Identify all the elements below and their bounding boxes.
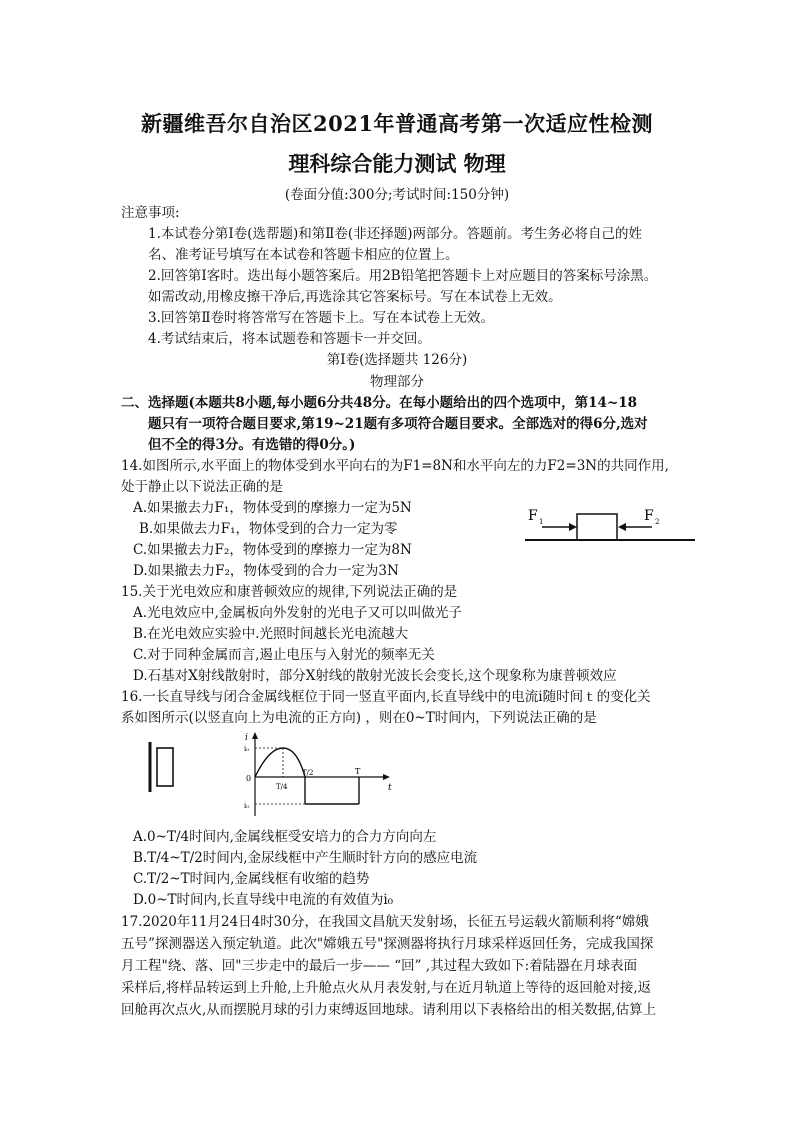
section-instructions: 题只有一项符合题目要求,第19~21题有多项符合题目要求。全部选对的得6分,选对 [148,416,648,432]
t-axis-arrow-icon [383,774,390,780]
note-line: 名、准考证号填写在本试卷和答题卡相应的位置上。 [148,247,459,263]
f2-label: F [644,508,654,524]
origin-label: 0 [246,774,252,783]
note-line: 1.本试卷分第Ⅰ卷(选帮题)和第Ⅱ卷(非还择题)两部分。答题前。考生务必将自己的姓 [148,226,642,242]
notes-heading: 注意事项: [121,205,180,221]
right-arrow-icon [569,523,577,531]
t-axis-label: t [388,783,392,793]
section-instructions: 二、选择题(本题共8小题,每小题6分共48分。在每小题给出的四个选项中，第14~18 [121,395,638,411]
note-line: 2.回答第Ⅰ客时。迭出每小题答案后。用2B铅笔把答题卡上对应题目的答案标号涂黑。 [148,268,658,284]
f1-subscript: 1 [539,518,544,526]
q16-option: D.0~T时间内,长直导线中电流的有效值为i₀ [133,892,394,908]
t-quarter-label: T/4 [276,783,288,791]
q17-text: 17.2020年11月24日4时30分，在我国文昌航天发射场，长征五号运载火箭顺利将“嫦娥 [121,914,649,930]
t-period-label: T [355,767,361,776]
exam-info: (卷面分值:300分;考试时间:150分钟) [284,187,510,203]
q15-option: D.石基对X射线散射时，部分X射线的散射光波长会变长,这个现象称为康普顿效应 [133,668,617,684]
i-axis-arrow-icon [252,732,258,739]
q16-option: B.T/4~T/2时间内,金尿线框中产生顺时针方向的感应电流 [133,850,478,866]
f1-label: F [528,508,538,524]
q15-option: B.在光电效应实验中.光照时间越长光电流越大 [133,626,409,642]
current-curve [255,748,305,777]
q15-option: C.对于同种金属而言,遏止电压与入射光的频率无关 [133,647,435,663]
q17-text: 五号”探测器送入预定轨道。此次"嫦娥五号"探测器将执行月球采样返回任务，完成我国探 [121,936,654,952]
q17-text: 月工程"绕、落、回"三步走中的最后一步—— “回” ,其过程大致如下:着陆器在月球表面 [121,958,638,974]
q17-text: 回舱再次点火,从而摆脱月球的引力束缚返回地球。请利用以下表格给出的相关数据,估算上 [121,1002,657,1018]
i-axis-label: i [245,733,248,743]
q17-text: 采样后,将样品转运到上升舱,上升舱点火从月表发射,与在近月轨道上等待的返回舱对接,返 [121,980,652,996]
q16-stem: 系如图所示(以竖直向上为电流的正方向) ，则在0~T时间内，下列说法正确的是 [121,710,597,726]
section-instructions: 但不全的得3分。有选错的得0分。) [148,437,356,453]
q14-stem: 处于静止以下说法正确的是 [121,479,283,495]
q15-stem: 15.关于光电效应和康普顿效应的规律,下列说法正确的是 [121,584,458,600]
exam-title: 新疆维吾尔自治区2021年普通高考第一次适应性检测 [141,111,653,136]
left-arrow-icon [618,523,626,531]
i0-bottom-label: i₀ [244,802,250,810]
q16-current-graph [140,732,400,822]
q15-option: A.光电效应中,金属板向外发射的光电子又可以叫做光子 [133,605,462,621]
note-line: 4.考试结束后，将本试题卷和答题卡一并交回。 [148,331,431,347]
block [577,514,617,540]
metal-frame [157,748,173,786]
q16-stem: 16.一长直导线与闭合金属线框位于同一竖直平面内,长直导线中的电流ⅰ随时间ｔ的变化关 [121,689,651,705]
q14-force-diagram [520,500,700,550]
i0-top-label: i₀ [244,745,250,753]
q14-option: B.如果做去力F₁，物体受到的合力一定为零 [139,521,398,537]
t-half-label: T/2 [302,769,314,777]
exam-subtitle: 理科综合能力测试 物理 [288,151,506,176]
q14-option: A.如果撤去力F₁，物体受到的摩擦力一定为5N [133,500,412,516]
q14-stem: 14.如图所示,水平面上的物体受到水平向右的为F1=8N和水平向左的力F2=3N的共同作用, [121,458,669,474]
note-line: 3.回答第Ⅱ卷时将答常写在答题卡上。写在本试卷上无效。 [148,310,495,326]
volume-heading: 第Ⅰ卷(选择题共 126分) [326,352,468,368]
q14-option: C.如果撤去力F₂，物体受到的摩擦力一定为8N [133,542,412,558]
f2-subscript: 2 [655,518,660,526]
note-line: 如需改动,用橡皮擦干净后,再选涂其它答案标号。写在本试卷上无效。 [148,289,562,305]
q16-option: C.T/2~T时间内,金属线框有收缩的趋势 [133,871,370,887]
q14-option: D.如果撤去力F₂，物体受到的合力一定为3N [133,563,399,579]
q16-option: A.0~T/4时间内,金属线框受安培力的合力方向向左 [133,829,437,845]
part-heading: 物理部分 [370,374,424,390]
